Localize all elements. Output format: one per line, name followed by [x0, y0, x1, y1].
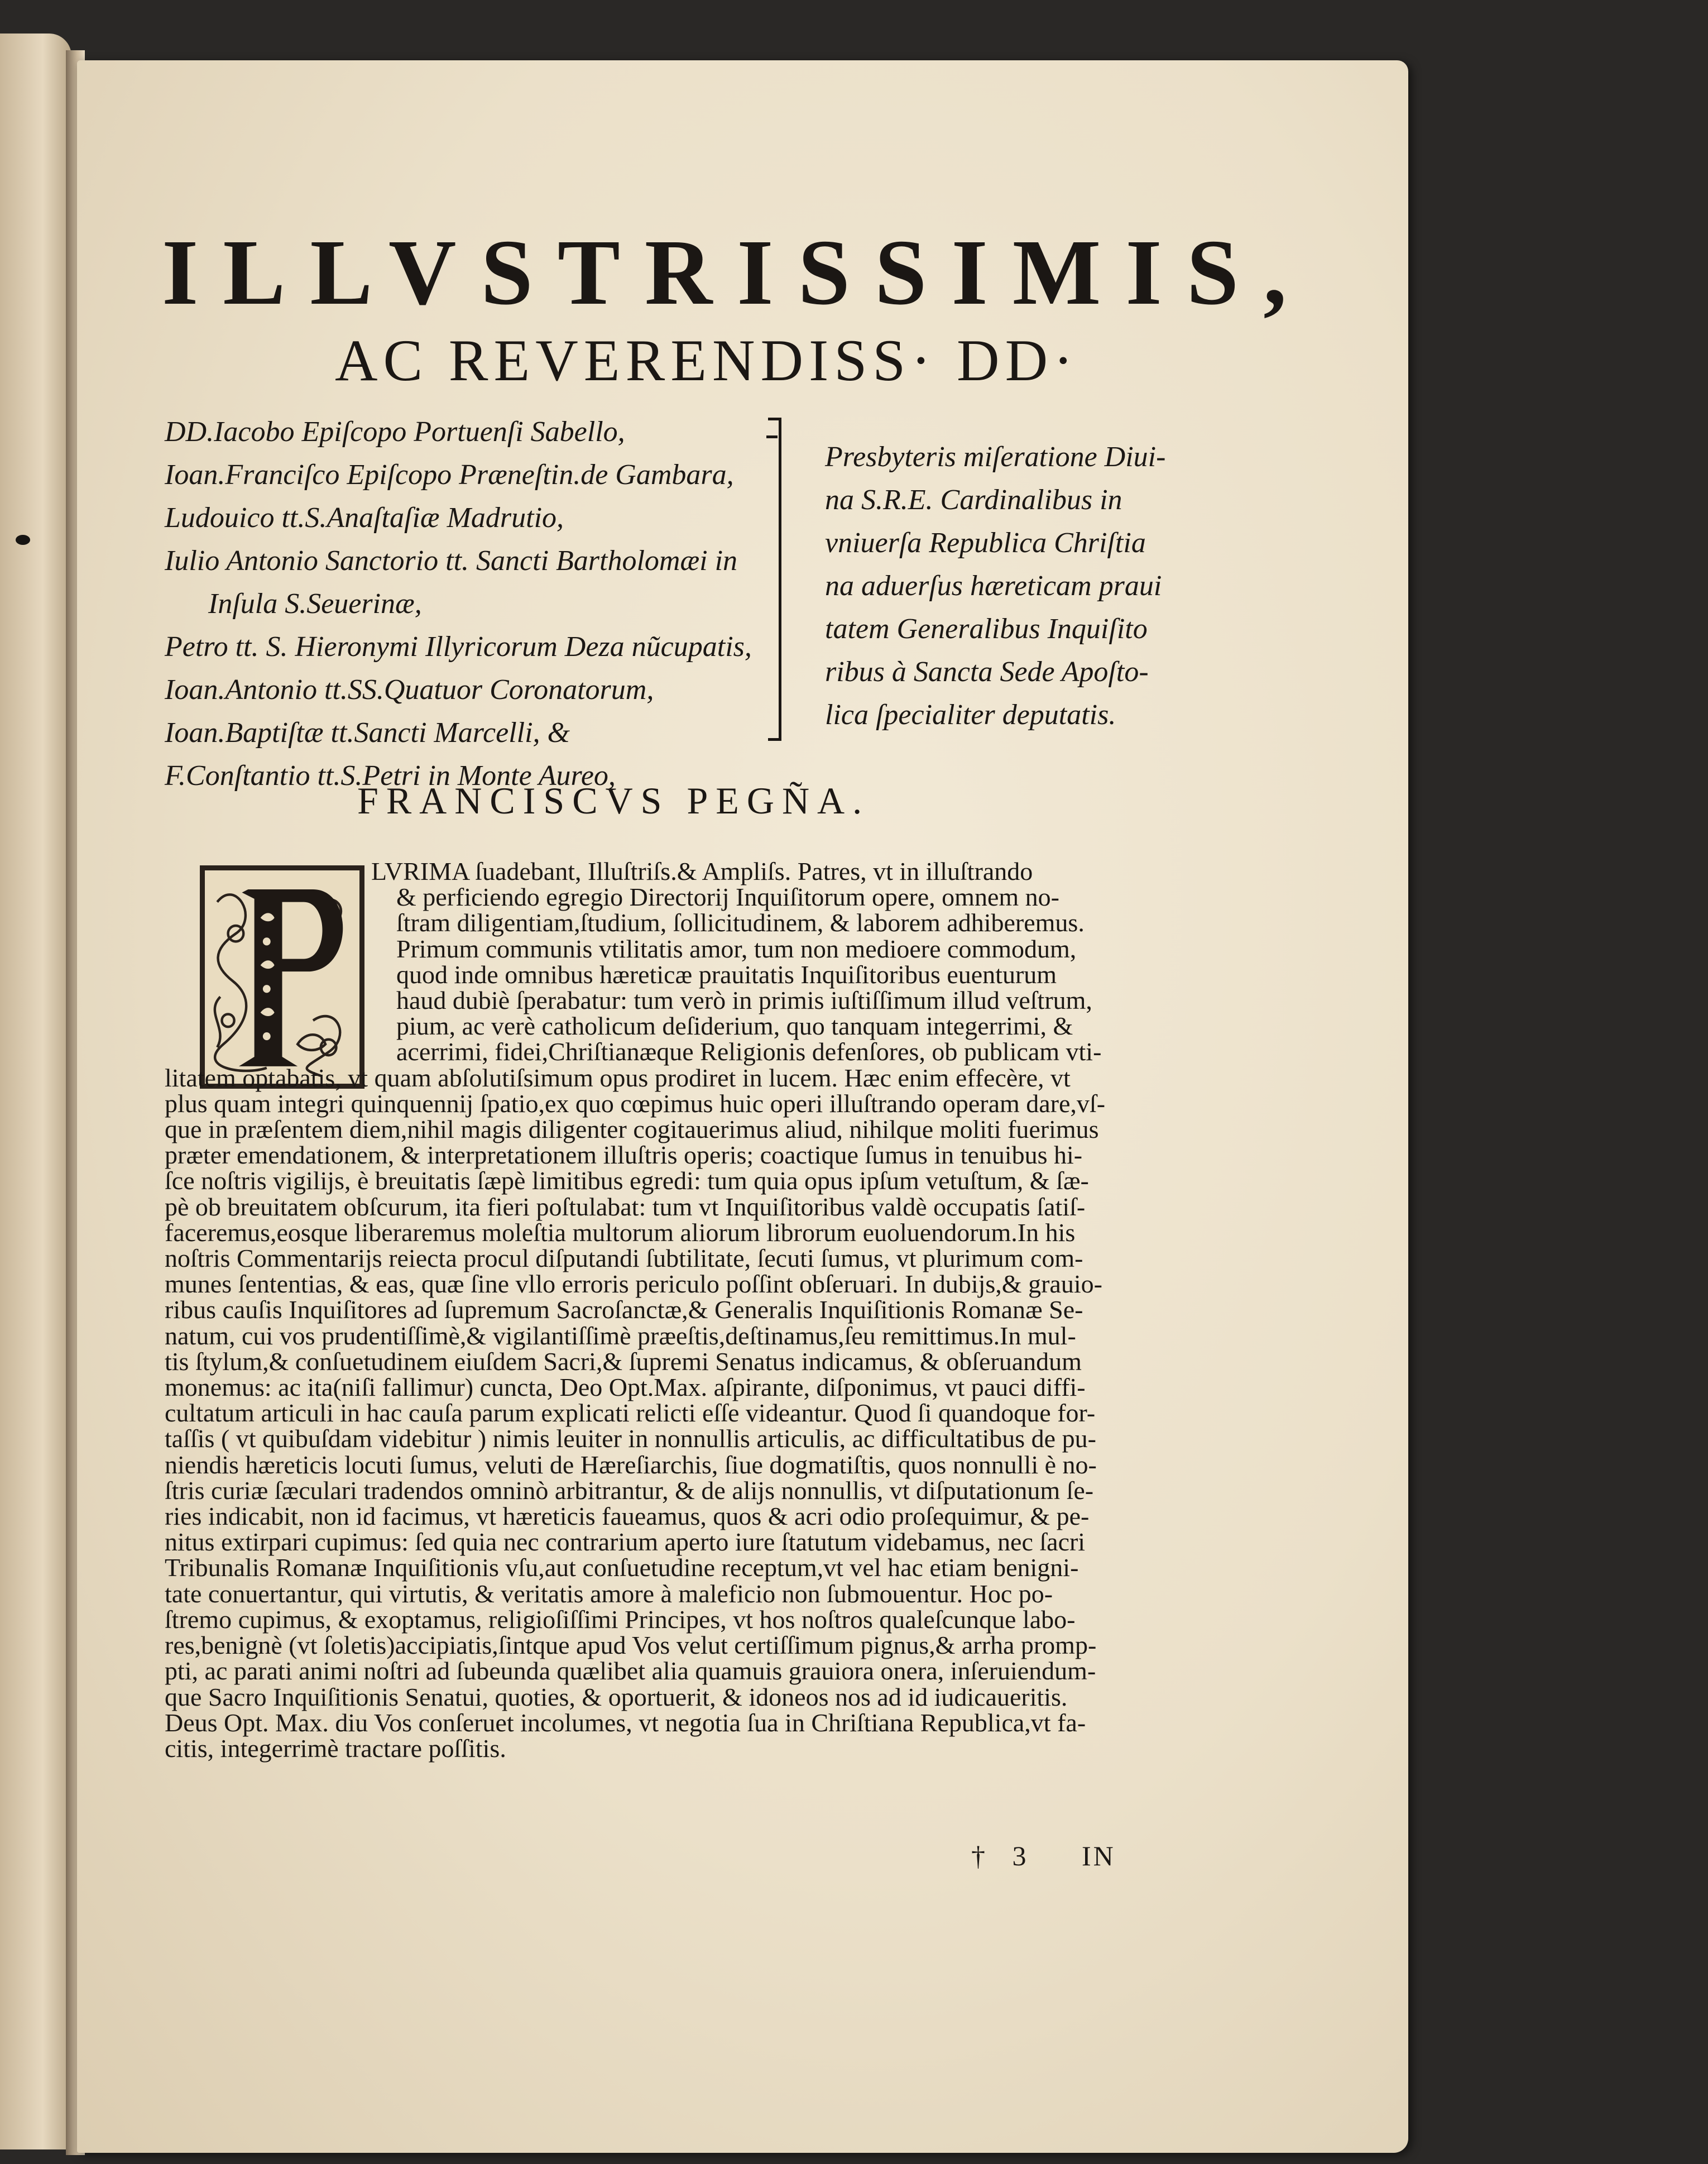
body-line: cultatum articuli in hac cauſa parum explicati relicti eſſe videantur. Quod ſi quandoque for-	[165, 1399, 1096, 1428]
body-line: noſtris Commentarijs reiecta procul diſputandi ſubtilitate, ſecuti ſumus, vt plurimum com-	[165, 1244, 1083, 1273]
body-line: pium, ac verè catholicum deſiderium, quo tanquam integerrimi, &	[396, 1012, 1073, 1041]
ink-spot	[16, 535, 30, 545]
body-text	[165, 859, 1136, 1761]
body-line: que Sacro Inquiſitionis Senatui, quoties, & oportuerit, & idoneos nos ad id iudicaueritis.	[165, 1682, 1068, 1711]
body-line: niendis hæreticis locuti ſumus, veluti de Hæreſiarchis, ſiue dogmatiſtis, quos nonnulli è no-	[165, 1450, 1097, 1479]
body-line: pè ob breuitatem obſcurum, ita fieri poſtulabat: tum vt Inquiſitoribus valdè occupatis ſatiſ-	[165, 1192, 1086, 1221]
body-line: ries indicabit, non id facimus, vt hæreticis faueamus, quos & acri odio proſequimur, & pe-	[165, 1502, 1090, 1531]
body-line: faceremus,eosque liberaremus moleſtia multorum aliorum librorum euoluendorum.In his	[165, 1218, 1076, 1247]
dedicatee-list	[165, 410, 752, 797]
body-line: taſſis ( vt quibuſdam videbitur ) nimis leuiter in nonnullis articulis, ac difficultatibus de pu-	[165, 1424, 1096, 1453]
dedicatee-line: Iulio Antonio Sanctorio tt. Sancti Bartholomæi in	[165, 545, 738, 577]
body-line: nitus extirpari cupimus: ſed quia nec contrarium aperto iure ſtatutum videbamus, nec ſacri	[165, 1528, 1086, 1557]
body-line: Primum communis vtilitatis amor, tum non medioere commodum,	[396, 934, 1077, 963]
body-line: res,benignè (vt ſoletis)accipiatis,ſintque apud Vos velut certiſſimum pignus,& arrha promp-	[165, 1631, 1097, 1660]
show-through	[391, 151, 414, 213]
author-name: FRANCISCVS PEGÑA.	[357, 779, 870, 822]
dedicatee-line: Petro tt. S. Hieronymi Illyricorum Deza nũcupatis,	[165, 631, 752, 663]
body-line: præter emendationem, & interpretationem illuſtris operis; coactique ſumus in tenuibus hi-	[165, 1141, 1083, 1170]
dedicatee-line: Inſula S.Seuerinæ,	[208, 588, 422, 620]
addressee-line: vniuerſa Republica Chriſtia	[825, 527, 1146, 559]
body-line: monemus: ac ita(niſi fallimur) cuncta, Deo Opt.Max. aſpirante, diſponimus, vt pauci diffi-	[165, 1373, 1086, 1402]
body-line: citis, integerrimè tractare poſſitis.	[165, 1734, 506, 1763]
body-line: munes ſententias, & eas, quæ ſine vllo erroris periculo poſſint obſeruari. In dubijs,& grauio-	[165, 1270, 1102, 1299]
body-line: ſtremo cupimus, & exoptamus, religioſiſſimi Principes, vt hos noſtros qualeſcunque labo-	[165, 1605, 1076, 1634]
addressee-line: na aduerſus hæreticam praui	[825, 570, 1162, 602]
signature-mark: † 3	[971, 1840, 1037, 1871]
brace-point	[766, 435, 778, 438]
body-line: haud dubiè ſperabatur: tum verò in primis iuſtiſſimum illud veſtrum,	[396, 986, 1092, 1015]
body-line: acerrimi, fidei,Chriſtianæque Religionis defenſores, ob publicam vti-	[396, 1037, 1102, 1066]
dedicatee-line: Ioan.Baptiſtæ tt.Sancti Marcelli, &	[165, 717, 570, 749]
addressee-line: ribus à Sancta Sede Apoſto-	[825, 656, 1149, 688]
body-line: tis ſtylum,& conſuetudinem eiuſdem Sacri,& ſupremi Senatus indicamus, & obſeruandum	[165, 1347, 1082, 1376]
body-line: litatem optabatis, vt quam abſolutiſsimum opus prodiret in lucem. Hæc enim effecère, vt	[165, 1063, 1071, 1092]
body-line: quod inde omnibus hæreticæ prauitatis Inquiſitoribus euenturum	[396, 960, 1057, 989]
body-line: ribus cauſis Inquiſitores ad ſupremum Sacroſanctæ,& Generalis Inquiſitionis Romanæ Se-	[165, 1295, 1083, 1324]
page-title: ILLVSTRISSIMIS,	[162, 221, 1312, 324]
addressee-block	[825, 435, 1165, 736]
addressee-line: na S.R.E. Cardinalibus in	[825, 484, 1122, 516]
body-line: que in præſentem diem,nihil magis diligenter cogitauerimus aliud, nihilque moliti fuerimus	[165, 1115, 1099, 1144]
body-line: ſtris curiæ ſæculari tradendos omninò arbitrantur, & de alijs nonnullis, vt diſputationum ſe-	[165, 1476, 1094, 1505]
catchword: IN	[1082, 1840, 1116, 1871]
brace-icon	[779, 419, 793, 740]
addressee-line: Presbyteris miſeratione Diui-	[825, 441, 1166, 473]
body-line: tate conuertantur, qui virtutis, & veritatis amore à maleficio non ſubmouentur. Hoc po-	[165, 1579, 1053, 1608]
body-line: ſce noſtris vigilijs, è breuitatis ſæpè limitibus egredi: tum quia opus ipſum vetuſtum, & ſæ-	[165, 1166, 1089, 1195]
dedicatee-line: DD.Iacobo Epiſcopo Portuenſi Sabello,	[165, 416, 625, 448]
body-line: natum, cui vos prudentiſſimè,& vigilantiſſimè præeſtis,deſtinamus,ſeu remittimus.In mul-	[165, 1321, 1076, 1350]
dedicatee-line: Ioan.Antonio tt.SS.Quatuor Coronatorum,	[165, 674, 654, 706]
left-page-edge	[0, 33, 71, 2149]
body-line: LVRIMA ſuadebant, Illuſtriſs.& Ampliſs. Patres, vt in illuſtrando	[371, 857, 1033, 885]
body-line: plus quam integri quinquennij ſpatio,ex quo cœpimus huic operi illuſtrando operam dare,vſ-	[165, 1089, 1106, 1118]
dedicatee-line: F.Conſtantio tt.S.Petri in Monte Aureo,	[165, 760, 616, 792]
page-subtitle: AC REVERENDISS· DD·	[335, 328, 1079, 393]
body-line: Tribunalis Romanæ Inquiſitionis vſu,aut conſuetudine receptum,vt vel hac etiam benigni-	[165, 1553, 1079, 1582]
body-line: ſtram diligentiam,ſtudium, ſollicitudinem, & laborem adhiberemus.	[396, 908, 1085, 937]
body-line: Deus Opt. Max. diu Vos conſeruet incolumes, vt negotia ſua in Chriſtiana Republica,vt fa-	[165, 1708, 1086, 1737]
body-line: pti, ac parati animi noſtri ad ſubeunda quælibet alia quamuis grauiora onera, inſeruiendum-	[165, 1656, 1096, 1686]
addressee-line: tatem Generalibus Inquiſito	[825, 613, 1148, 645]
dedicatee-line: Ludouico tt.S.Anaſtaſiæ Madrutio,	[165, 502, 564, 534]
dedicatee-line: Ioan.Franciſco Epiſcopo Præneſtin.de Gambara,	[165, 459, 734, 491]
addressee-line: lica ſpecialiter deputatis.	[825, 699, 1116, 731]
body-line: & perficiendo egregio Directorij Inquiſitorum opere, omnem no-	[396, 883, 1059, 912]
